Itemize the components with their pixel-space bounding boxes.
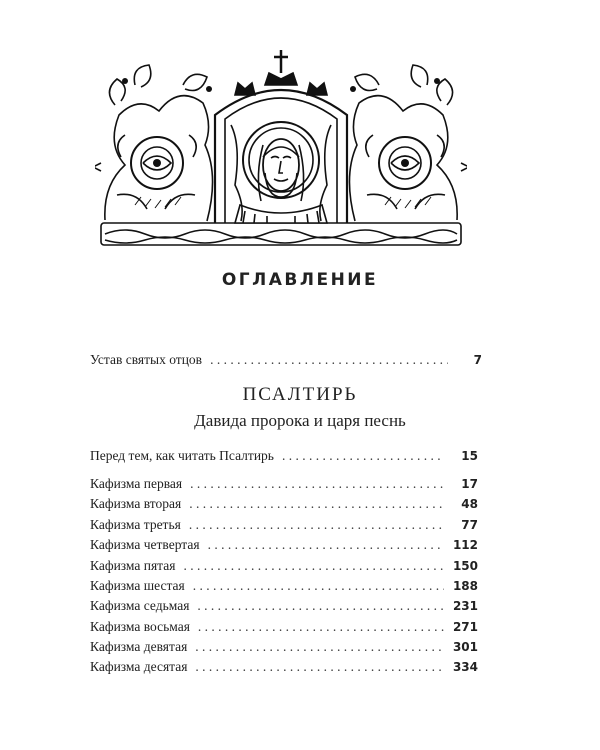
toc-entry[interactable] [90, 537, 478, 553]
toc-entry[interactable] [90, 496, 478, 512]
toc-entry-label: Устав святых отцов [90, 352, 203, 367]
dot-leader [210, 352, 448, 368]
dot-leader [183, 558, 444, 574]
toc-entry-label: Кафизма третья [90, 517, 181, 532]
section-title: ПСАЛТИРЬ [242, 384, 358, 405]
toc-entry-page: 48 [461, 497, 478, 511]
toc-entry-page: 271 [452, 620, 478, 634]
dot-leader [190, 476, 444, 492]
toc-entry[interactable] [90, 558, 478, 574]
toc-entry[interactable] [90, 448, 478, 464]
toc-entry[interactable] [90, 598, 478, 614]
dot-leader [282, 448, 444, 464]
toc-entry[interactable] [90, 639, 478, 655]
toc-entry-page: 301 [452, 640, 478, 654]
section-subtitle: Давида пророка и царя песнь [194, 411, 406, 430]
toc-entry[interactable] [90, 578, 478, 594]
toc-entry-page: 188 [452, 579, 478, 593]
dot-leader [195, 639, 444, 655]
toc-entry-label: Перед тем, как читать Псалтирь [90, 448, 274, 463]
toc-entry-preface[interactable] [90, 352, 482, 368]
toc-entry-page: 17 [461, 477, 478, 491]
toc-entry[interactable] [90, 619, 478, 635]
toc-entry-label: Кафизма седьмая [90, 598, 190, 613]
toc-entry[interactable] [90, 476, 478, 492]
dot-leader [193, 578, 444, 594]
toc-entry-label: Кафизма первая [90, 476, 183, 491]
dot-leader [198, 619, 444, 635]
toc-entry-page: 112 [452, 538, 478, 552]
toc-entry-page: 150 [452, 559, 478, 573]
dot-leader [197, 598, 444, 614]
toc-entry-page: 334 [452, 660, 478, 674]
toc-entry[interactable] [90, 659, 478, 675]
toc-entry-label: Кафизма девятая [90, 639, 188, 654]
ornamental-headpiece [95, 45, 467, 250]
toc-entry-label: Кафизма пятая [90, 558, 176, 573]
toc-entry-label: Кафизма четвертая [90, 537, 200, 552]
toc-entry[interactable] [90, 517, 478, 533]
toc-entry-label: Кафизма вторая [90, 496, 182, 511]
toc-entry-label: Кафизма шестая [90, 578, 185, 593]
dot-leader [208, 537, 444, 553]
dot-leader [195, 659, 444, 675]
page-title: ОГЛАВЛЕНИЕ [221, 270, 379, 290]
toc-entry-page: 77 [461, 518, 478, 532]
toc-entry-page: 7 [473, 353, 482, 367]
toc-entry-page: 15 [461, 449, 478, 463]
toc-entry-label: Кафизма десятая [90, 659, 188, 674]
dot-leader [189, 496, 444, 512]
toc-entry-label: Кафизма восьмая [90, 619, 190, 634]
dot-leader [189, 517, 444, 533]
toc-entry-page: 231 [452, 599, 478, 613]
